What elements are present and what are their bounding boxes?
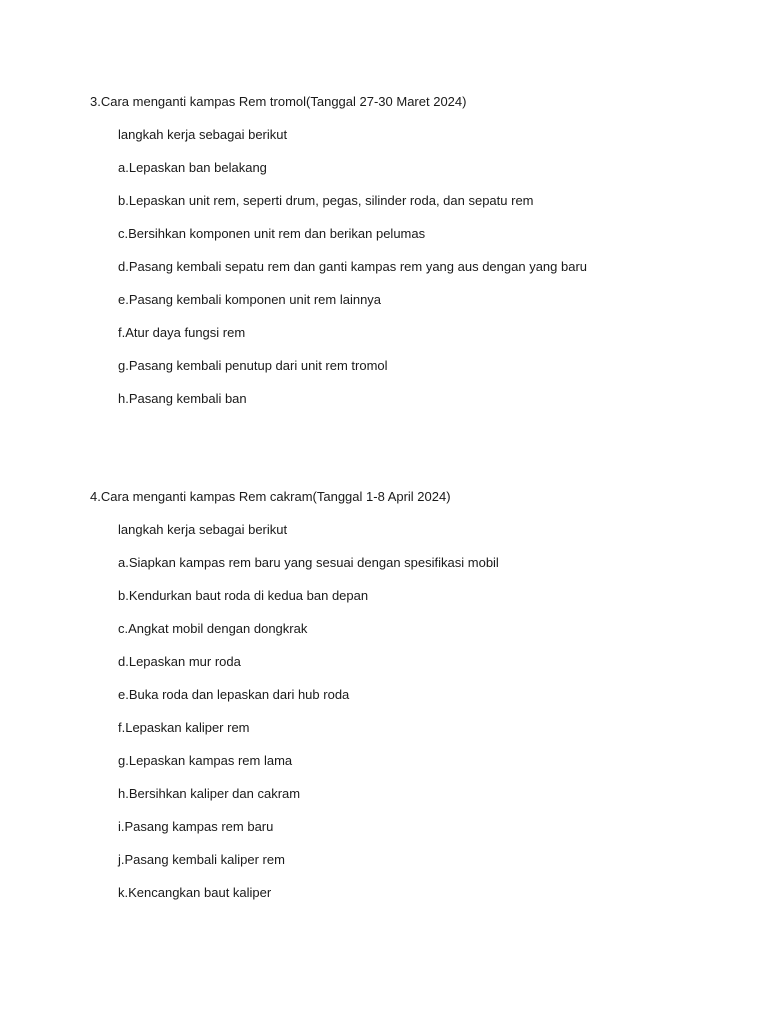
step-item: c.Bersihkan komponen unit rem dan berikan pelumas [118, 226, 426, 241]
step-item: b.Kendurkan baut roda di kedua ban depan [118, 588, 369, 603]
step-item: h.Pasang kembali ban [118, 391, 247, 406]
step-item: d.Lepaskan mur roda [118, 654, 241, 669]
step-item: i.Pasang kampas rem baru [118, 819, 274, 834]
section-rem-cakram [90, 489, 730, 918]
step-item: d.Pasang kembali sepatu rem dan ganti kampas rem yang aus dengan yang baru [118, 259, 588, 274]
section-heading: 3.Cara menganti kampas Rem tromol(Tanggal 27-30 Maret 2024) [90, 94, 467, 109]
step-item: g.Pasang kembali penutup dari unit rem tromol [118, 358, 388, 373]
section-rem-tromol [90, 94, 730, 424]
step-item: e.Buka roda dan lepaskan dari hub roda [118, 687, 350, 702]
section-intro: langkah kerja sebagai berikut [118, 127, 288, 142]
step-item: f.Lepaskan kaliper rem [118, 720, 250, 735]
step-item: j.Pasang kembali kaliper rem [118, 852, 285, 867]
step-item: a.Lepaskan ban belakang [118, 160, 267, 175]
step-item: e.Pasang kembali komponen unit rem lainnya [118, 292, 382, 307]
step-item: a.Siapkan kampas rem baru yang sesuai dengan spesifikasi mobil [118, 555, 499, 570]
step-item: c.Angkat mobil dengan dongkrak [118, 621, 308, 636]
step-item: f.Atur daya fungsi rem [118, 325, 246, 340]
step-item: g.Lepaskan kampas rem lama [118, 753, 293, 768]
step-item: b.Lepaskan unit rem, seperti drum, pegas, silinder roda, dan sepatu rem [118, 193, 534, 208]
section-heading: 4.Cara menganti kampas Rem cakram(Tanggal 1-8 April 2024) [90, 489, 451, 504]
step-item: h.Bersihkan kaliper dan cakram [118, 786, 301, 801]
section-intro: langkah kerja sebagai berikut [118, 522, 288, 537]
step-item: k.Kencangkan baut kaliper [118, 885, 272, 900]
